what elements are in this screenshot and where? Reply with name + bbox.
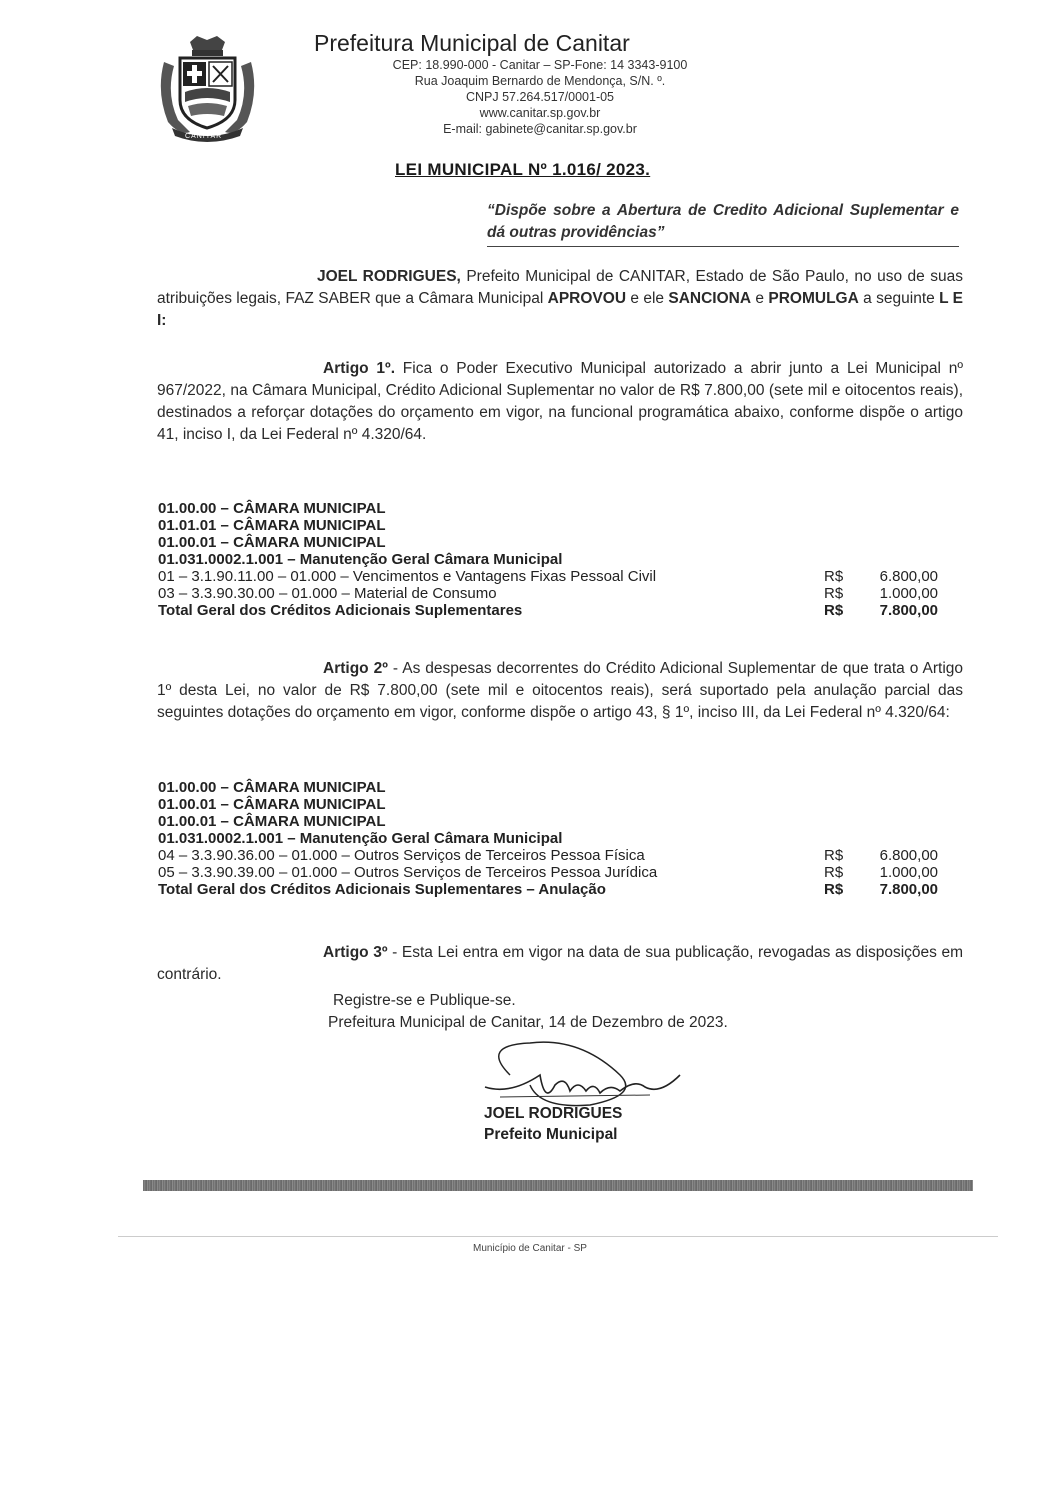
crest-label: CANITAR [185,133,223,140]
footer-divider-bar [143,1180,973,1191]
budget-total-row: Total Geral dos Créditos Adicionais Suplementares R$ 7.800,00 [158,602,938,619]
header-address-street: Rua Joaquim Bernardo de Mendonça, S/N. º. [414,74,666,88]
budget-row: 01 – 3.1.90.11.00 – 01.000 – Vencimentos e Vantagens Fixas Pessoal Civil R$ 6.800,00 [158,568,938,585]
article-1-label: Artigo 1º. [323,360,396,377]
municipal-crest-logo [150,32,265,144]
budget-head: 01.00.01 – CÂMARA MUNICIPAL [158,534,386,551]
article-3-paragraph: Artigo 3º - Esta Lei entra em vigor na data de sua publicação, revogadas as disposições em contrário. [157,944,964,983]
article-2-label: Artigo 2º [323,660,388,677]
budget-head: 01.01.01 – CÂMARA MUNICIPAL [158,517,386,534]
footer-rule [118,1236,998,1237]
budget-row: 04 – 3.3.90.36.00 – 01.000 – Outros Serviços de Terceiros Pessoa Física R$ 6.800,00 [158,847,938,864]
article-2-paragraph: Artigo 2º - As despesas decorrentes do Crédito Adicional Suplementar de que trata o Artigo 1º desta Lei, no valor de R$ 7.800,00 (sete mil e oitocentos reais), será suportado pela anulação parcial das seguintes dotações do orçamento em vigor, conforme dispõe o artigo 43, § 1º, inciso III, da Lei Federal nº 4.320/64: [157,660,964,721]
place-date-line: Prefeitura Municipal de Canitar, 14 de Dezembro de 2023. [328,1014,728,1031]
footer-municipality: Município de Canitar - SP [473,1243,587,1254]
budget-row: 03 – 3.3.90.30.00 – 01.000 – Material de Consumo R$ 1.000,00 [158,585,938,602]
header-email: E-mail: gabinete@canitar.sp.gov.br [443,122,637,136]
signer-role: Prefeito Municipal [484,1126,618,1143]
budget-total-row: Total Geral dos Créditos Adicionais Suplementares – Anulação R$ 7.800,00 [158,881,938,898]
article-1-paragraph: Artigo 1º. Fica o Poder Executivo Municipal autorizado a abrir junto a Lei Municipal nº 967/2022, na Câmara Municipal, Crédito Adicional Suplementar no valor de R$ 7.800,00 (sete mil e oitocentos reais), destinados a reforçar dotações do orçamento em vigor, na funcional programática abaixo, conforme dispõe o artigo 41, inciso I, da Lei Federal nº 4.320/64. [157,360,963,443]
law-title: LEI MUNICIPAL Nº 1.016/ 2023. [395,160,651,179]
signer-block [484,1103,622,1145]
signer-name: JOEL RODRIGUES [484,1105,623,1122]
budget-head: 01.00.00 – CÂMARA MUNICIPAL [158,500,386,517]
budget-head: 01.00.01 – CÂMARA MUNICIPAL [158,813,386,830]
budget-table-annulment [158,779,948,898]
header-title: Prefeitura Municipal de Canitar [314,30,630,56]
header-address-cep: CEP: 18.990-000 - Canitar – SP-Fone: 14 3343-9100 [392,58,688,72]
budget-row: 05 – 3.3.90.39.00 – 01.000 – Outros Serviços de Terceiros Pessoa Jurídica R$ 1.000,00 [158,864,938,881]
preamble-paragraph: JOEL RODRIGUES, Prefeito Municipal de CANITAR, Estado de São Paulo, no uso de suas atribuições legais, FAZ SABER que a Câmara Municipal APROVOU e ele SANCIONA e PROMULGA a seguinte L E I: [157,268,963,329]
budget-program: 01.031.0002.1.001 – Manutenção Geral Câmara Municipal [158,830,563,847]
budget-program: 01.031.0002.1.001 – Manutenção Geral Câmara Municipal [158,551,563,568]
register-publish-line: Registre-se e Publique-se. [333,992,516,1009]
budget-table-supplement [158,500,948,619]
budget-head: 01.00.01 – CÂMARA MUNICIPAL [158,796,386,813]
law-summary: “Dispõe sobre a Abertura de Credito Adicional Suplementar e dá outras providências” [487,200,959,247]
header-contact-block [340,57,740,137]
header-website: www.canitar.sp.gov.br [479,106,601,120]
mayor-name: JOEL RODRIGUES, [317,268,461,285]
budget-head: 01.00.00 – CÂMARA MUNICIPAL [158,779,386,796]
article-3-label: Artigo 3º [323,944,388,961]
header-cnpj: CNPJ 57.264.517/0001-05 [465,90,615,104]
